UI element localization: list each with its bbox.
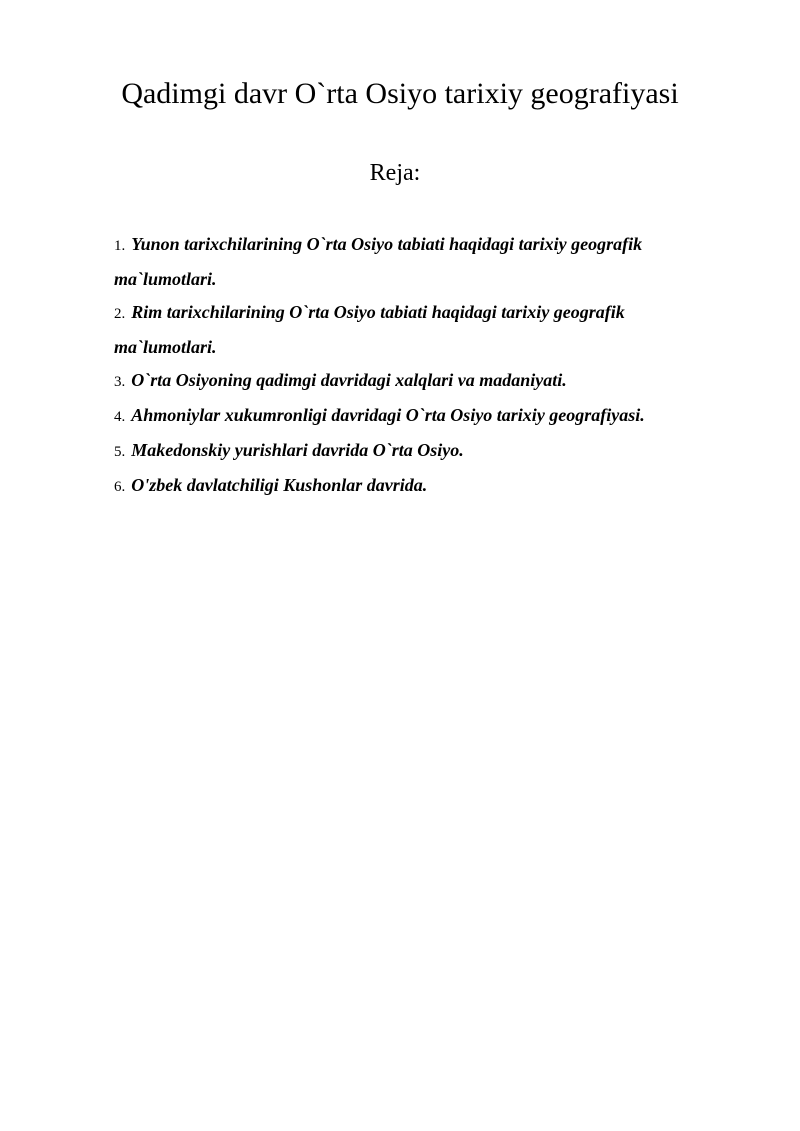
plan-item-number: 2. [114, 306, 126, 322]
plan-item-text: Ahmoniylar xukumronligi davridagi O`rta Osiyo tarixiy geografiyasi. [131, 405, 645, 425]
plan-list [114, 228, 684, 504]
plan-item-text: Makedonskiy yurishlari davrida O`rta Osiyo. [131, 440, 464, 460]
plan-item [114, 434, 684, 469]
plan-item-number: 1. [114, 238, 126, 254]
plan-item-text: O`rta Osiyoning qadimgi davridagi xalqlari va madaniyati. [131, 370, 567, 390]
plan-item-text: O'zbek davlatchiligi Kushonlar davrida. [131, 475, 428, 495]
plan-item-number: 5. [114, 444, 126, 460]
plan-item [114, 399, 684, 434]
plan-item [114, 228, 684, 296]
document-title: Qadimgi davr O`rta Osiyo tarixiy geografiyasi [121, 77, 679, 110]
plan-item-number: 3. [114, 374, 126, 390]
plan-item [114, 469, 684, 504]
plan-item-text: Yunon tarixchilarining O`rta Osiyo tabiati haqidagi tarixiy geografik ma`lumotlari. [114, 234, 643, 289]
plan-item [114, 364, 684, 399]
plan-item [114, 296, 684, 364]
plan-item-text: Rim tarixchilarining O`rta Osiyo tabiati haqidagi tarixiy geografik ma`lumotlari. [114, 302, 625, 357]
plan-item-number: 4. [114, 409, 126, 425]
plan-item-number: 6. [114, 479, 126, 495]
plan-heading: Reja: [369, 160, 421, 186]
